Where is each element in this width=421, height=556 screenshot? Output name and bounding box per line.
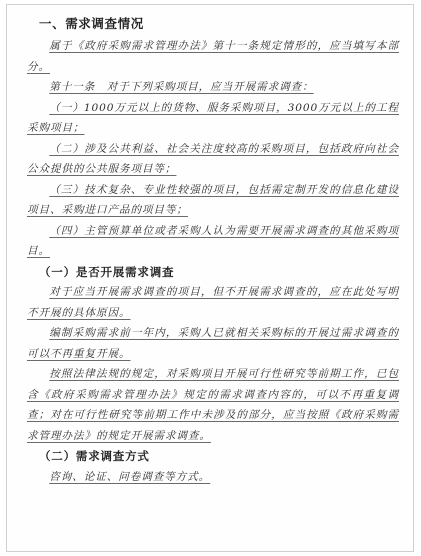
paragraph-text: 对于应当开展需求调查的项目，但不开展需求调查的，应在此处写明不开展的具体原因。 xyxy=(27,286,399,319)
paragraph xyxy=(27,467,399,488)
paragraph xyxy=(27,221,399,262)
paragraph-text: （二）涉及公共利益、社会关注度较高的采购项目，包括政府向社会公众提供的公共服务项目等； xyxy=(27,142,399,175)
paragraph-text: 属于《政府采购需求管理办法》第十一条规定情形的，应当填写本部分。 xyxy=(27,40,399,73)
subsection-title: （二）需求调查方式 xyxy=(39,449,150,463)
paragraph-text: 第十一条 对于下列采购项目，应当开展需求调查： xyxy=(49,81,314,93)
paragraph xyxy=(27,323,399,364)
paragraph xyxy=(27,139,399,180)
paragraph-text: 咨询、论证、问卷调查等方式。 xyxy=(49,470,211,483)
paragraph xyxy=(27,98,399,139)
section-heading: 一、需求调查情况 xyxy=(39,16,144,31)
paragraph xyxy=(27,77,399,98)
document-page xyxy=(6,4,414,552)
paragraph xyxy=(27,180,399,221)
paragraph-text: 按照法律法规的规定，对采购项目开展可行性研究等前期工作，已包含《政府采购需求管理办法》规定的需求调查内容的，可以不再重复调查；对在可行性研究等前期工作中未涉及的部分，应当按照《政府采购需求管理办法》的规定开展需求调查。 xyxy=(27,368,399,442)
paragraph xyxy=(27,36,399,77)
paragraph-text: 编制采购需求前一年内，采购人已就相关采购标的开展过需求调查的可以不再重复开展。 xyxy=(27,327,399,360)
paragraph-text: （三）技术复杂、专业性较强的项目，包括需定制开发的信息化建设项目、采购进口产品的项目等； xyxy=(27,183,399,216)
subsection-title: （一）是否开展需求调查 xyxy=(39,264,175,279)
paragraph-text: （一）1000万元以上的货物、服务采购项目，3000万元以上的工程采购项目； xyxy=(27,101,399,134)
paragraph-text: （四）主管预算单位或者采购人认为需要开展需求调查的其他采购项目。 xyxy=(27,224,399,257)
document-body xyxy=(27,15,399,487)
paragraph xyxy=(27,282,399,323)
paragraph xyxy=(27,364,399,446)
